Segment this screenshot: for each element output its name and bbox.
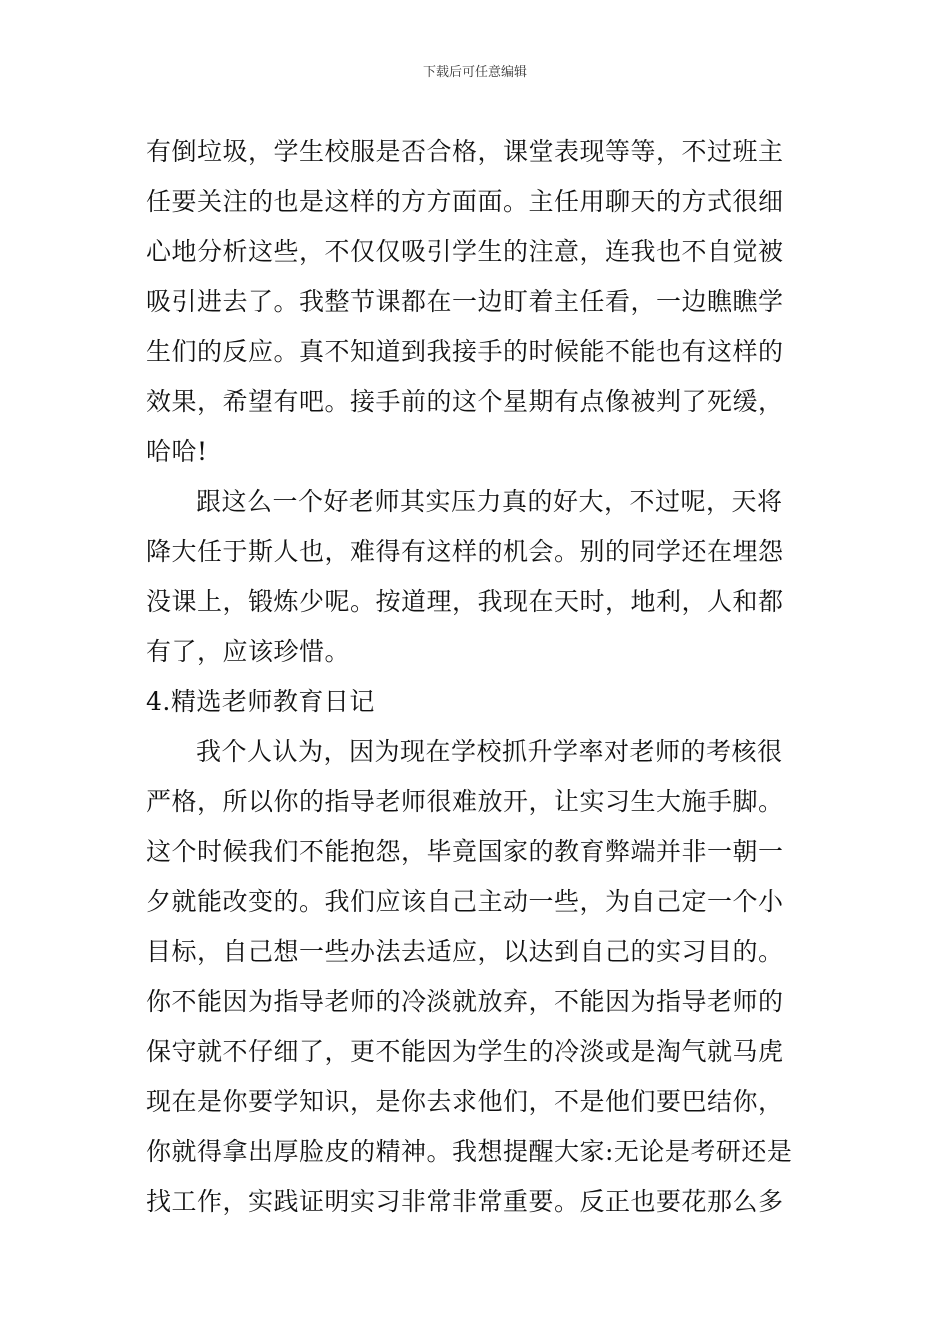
text-line: 你就得拿出厚脸皮的精神。我想提醒大家:无论是考研还是 xyxy=(146,1137,793,1166)
document-body xyxy=(146,127,810,1227)
text-line: 夕就能改变的。我们应该自己主动一些，为自己定一个小 xyxy=(146,887,784,916)
text-line: 生们的反应。真不知道到我接手的时候能不能也有这样的 xyxy=(146,337,784,366)
text-line: 效果，希望有吧。接手前的这个星期有点像被判了死缓， xyxy=(146,387,784,416)
text-line: 任要关注的也是这样的方方面面。主任用聊天的方式很细 xyxy=(146,187,784,216)
text-line: 你不能因为指导老师的冷淡就放弃，不能因为指导老师的 xyxy=(146,987,784,1016)
page-header: 下载后可任意编辑 xyxy=(422,65,527,80)
text-line: 吸引进去了。我整节课都在一边盯着主任看，一边瞧瞧学 xyxy=(146,287,784,316)
text-line: 心地分析这些，不仅仅吸引学生的注意，连我也不自觉被 xyxy=(146,237,784,266)
text-line: 现在是你要学知识，是你去求他们，不是他们要巴结你， xyxy=(146,1087,784,1116)
text-line: 哈哈! xyxy=(146,437,208,466)
text-line: 目标，自己想一些办法去适应，以达到自己的实习目的。 xyxy=(146,937,784,966)
text-line: 有了，应该珍惜。 xyxy=(146,637,351,666)
text-line: 降大任于斯人也，难得有这样的机会。别的同学还在埋怨 xyxy=(146,537,784,566)
section-heading: 4.精选老师教育日记 xyxy=(146,687,375,716)
text-line: 这个时候我们不能抱怨，毕竟国家的教育弊端并非一朝一 xyxy=(146,837,784,866)
text-line: 保守就不仔细了，更不能因为学生的冷淡或是淘气就马虎 xyxy=(146,1037,784,1066)
paragraph-start-line: 我个人认为，因为现在学校抓升学率对老师的考核很 xyxy=(196,737,783,766)
text-line: 有倒垃圾，学生校服是否合格，课堂表现等等，不过班主 xyxy=(146,137,784,166)
text-line: 严格，所以你的指导老师很难放开，让实习生大施手脚。 xyxy=(146,787,784,816)
paragraph-start-line: 跟这么一个好老师其实压力真的好大，不过呢，天将 xyxy=(196,487,783,516)
text-line: 没课上，锻炼少呢。按道理，我现在天时，地利，人和都 xyxy=(146,587,784,616)
text-line: 找工作，实践证明实习非常非常重要。反正也要花那么多 xyxy=(146,1187,784,1216)
